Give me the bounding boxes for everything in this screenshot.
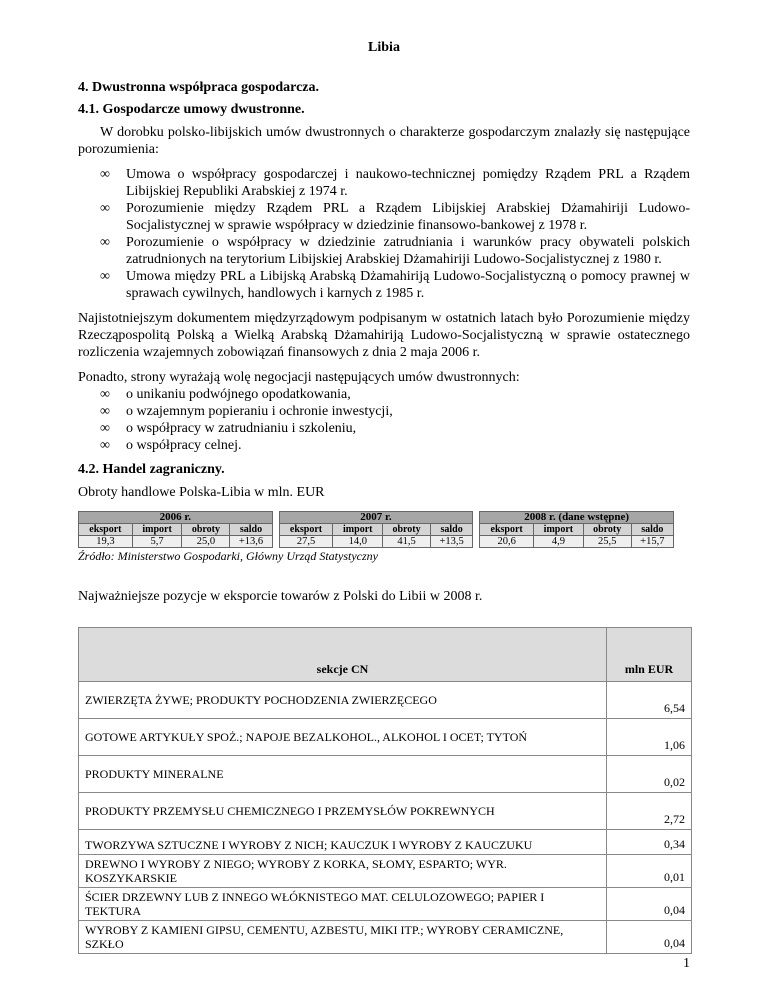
table-row: TWORZYWA SZTUCZNE I WYROBY Z NICH; KAUCZUK I WYROBY Z KAUCZUKU 0,34 — [79, 830, 692, 855]
col-mln-eur: mln EUR — [607, 628, 692, 682]
page-header: Libia — [368, 40, 400, 55]
section-4-2-heading: 4.2. Handel zagraniczny. — [78, 462, 225, 477]
trade-caption: Obroty handlowe Polska-Libia w mln. EUR — [78, 485, 325, 500]
col-saldo: saldo — [631, 524, 673, 536]
list-item: ∞ Porozumienie między Rządem PRL a Rządem Libijskiej Arabskiej Dżamahiriji Ludowo-Socjalistycznej w sprawie współpracy w dziedzinie finansowo-bankowej z 1978 r. — [100, 201, 690, 233]
list-item: ∞ Porozumienie o współpracy w dziedzinie zatrudniania i warunków pracy obywateli polskich zatrudnionych na terytorium Libijskiej Arabskiej Dżamahiriji Ludowo-Socjalistycznej z 1980 r. — [100, 235, 690, 267]
table-row: WYROBY Z KAMIENI GIPSU, CEMENTU, AZBESTU, MIKI ITP.; WYROBY CERAMICZNE, SZKŁO 0,04 — [79, 921, 692, 954]
table-cell: 19,3 — [79, 536, 133, 548]
infinity-bullet-icon: ∞ — [100, 421, 110, 436]
col-obroty: obroty — [182, 524, 230, 536]
agreements-intro: W dorobku polsko-libijskich umów dwustronnych o charakterze gospodarczym znalazły się następujące porozumienia: — [78, 125, 690, 157]
source-note: Źródło: Ministerstwo Gospodarki, Główny Urząd Statystyczny — [78, 549, 378, 563]
table-cell: 4,9 — [534, 536, 584, 548]
negotiations-intro: Ponadto, strony wyrażają wolę negocjacji następujących umów dwustronnych: — [78, 370, 520, 385]
table-row: DREWNO I WYROBY Z NIEGO; WYROBY Z KORKA, SŁOMY, ESPARTO; WYR. KOSZYKARSKIE 0,01 — [79, 855, 692, 888]
col-sekcje-cn: sekcje CN — [79, 628, 607, 682]
list-item: ∞ Umowa między PRL a Libijską Arabską Dżamahiriją Ludowo-Socjalistyczną o pomocy prawnej w sprawach cywilnych, handlowych i karnych z 1985 r. — [100, 269, 690, 301]
col-obroty: obroty — [583, 524, 631, 536]
table-cell: 25,0 — [182, 536, 230, 548]
table-cell: 5,7 — [132, 536, 182, 548]
list-item: ∞ o współpracy w zatrudnianiu i szkoleniu, — [100, 421, 357, 436]
list-item: ∞ o unikaniu podwójnego opodatkowania, — [100, 387, 351, 402]
col-saldo: saldo — [430, 524, 472, 536]
agreements-list — [78, 166, 690, 302]
infinity-bullet-icon: ∞ — [100, 387, 110, 402]
table-cell: 14,0 — [333, 536, 383, 548]
export-sections-table — [78, 627, 692, 954]
col-import: import — [333, 524, 383, 536]
infinity-bullet-icon: ∞ — [100, 438, 110, 453]
table-row: PRODUKTY MINERALNE 0,02 — [79, 756, 692, 793]
negotiations-list — [78, 386, 690, 454]
table-cell: 25,5 — [583, 536, 631, 548]
table-cell: +13,5 — [430, 536, 472, 548]
section-4-1-heading: 4.1. Gospodarcze umowy dwustronne. — [78, 102, 305, 117]
infinity-bullet-icon: ∞ — [100, 269, 110, 284]
list-item: ∞ o wzajemnym popieraniu i ochronie inwestycji, — [100, 404, 393, 419]
table-cell: 27,5 — [279, 536, 333, 548]
col-import: import — [132, 524, 182, 536]
infinity-bullet-icon: ∞ — [100, 201, 110, 216]
section-4-heading: 4. Dwustronna współpraca gospodarcza. — [78, 80, 320, 95]
infinity-bullet-icon: ∞ — [100, 167, 110, 182]
year-2006-header: 2006 r. — [79, 512, 273, 524]
col-obroty: obroty — [383, 524, 431, 536]
table-cell: +13,6 — [230, 536, 272, 548]
col-saldo: saldo — [230, 524, 272, 536]
list-item: ∞ o współpracy celnej. — [100, 438, 242, 453]
col-eksport: eksport — [79, 524, 133, 536]
table-row: PRODUKTY PRZEMYSŁU CHEMICZNEGO I PRZEMYSŁÓW POKREWNYCH 2,72 — [79, 793, 692, 830]
infinity-bullet-icon: ∞ — [100, 235, 110, 250]
list-item: ∞ Umowa o współpracy gospodarczej i naukowo-technicznej pomiędzy Rządem PRL a Rządem Libijskiej Republiki Arabskiej z 1974 r. — [100, 167, 690, 199]
infinity-bullet-icon: ∞ — [100, 404, 110, 419]
table-row: GOTOWE ARTYKUŁY SPOŻ.; NAPOJE BEZALKOHOL., ALKOHOL I OCET; TYTOŃ 1,06 — [79, 719, 692, 756]
table-cell: 41,5 — [383, 536, 431, 548]
trade-table — [78, 511, 674, 548]
table-row: ZWIERZĘTA ŻYWE; PRODUKTY POCHODZENIA ZWIERZĘCEGO 6,54 — [79, 682, 692, 719]
table-cell: 20,6 — [480, 536, 534, 548]
col-import: import — [534, 524, 584, 536]
table-cell: +15,7 — [631, 536, 673, 548]
year-2008-header: 2008 r. (dane wstępne) — [480, 512, 674, 524]
year-2007-header: 2007 r. — [279, 512, 473, 524]
table-row: ŚCIER DRZEWNY LUB Z INNEGO WŁÓKNISTEGO MAT. CELULOZOWEGO; PAPIER I TEKTURA 0,04 — [79, 888, 692, 921]
latest-agreement-paragraph: Najistotniejszym dokumentem międzyrządowym podpisanym w ostatnich latach było Porozumienie między Rzecząpospolitą Polską a Wielką Arabską Dżamahiriją Ludowo-Socjalistyczną w sprawie ostatecznego rozliczenia wzajemnych zobowiązań finansowych z dnia 2 maja 2006 r. — [78, 311, 690, 360]
col-eksport: eksport — [279, 524, 333, 536]
table-row — [79, 536, 674, 548]
col-eksport: eksport — [480, 524, 534, 536]
page-number: 1 — [683, 956, 690, 971]
export-caption: Najważniejsze pozycje w eksporcie towarów z Polski do Libii w 2008 r. — [78, 589, 483, 604]
document-body — [78, 80, 690, 954]
